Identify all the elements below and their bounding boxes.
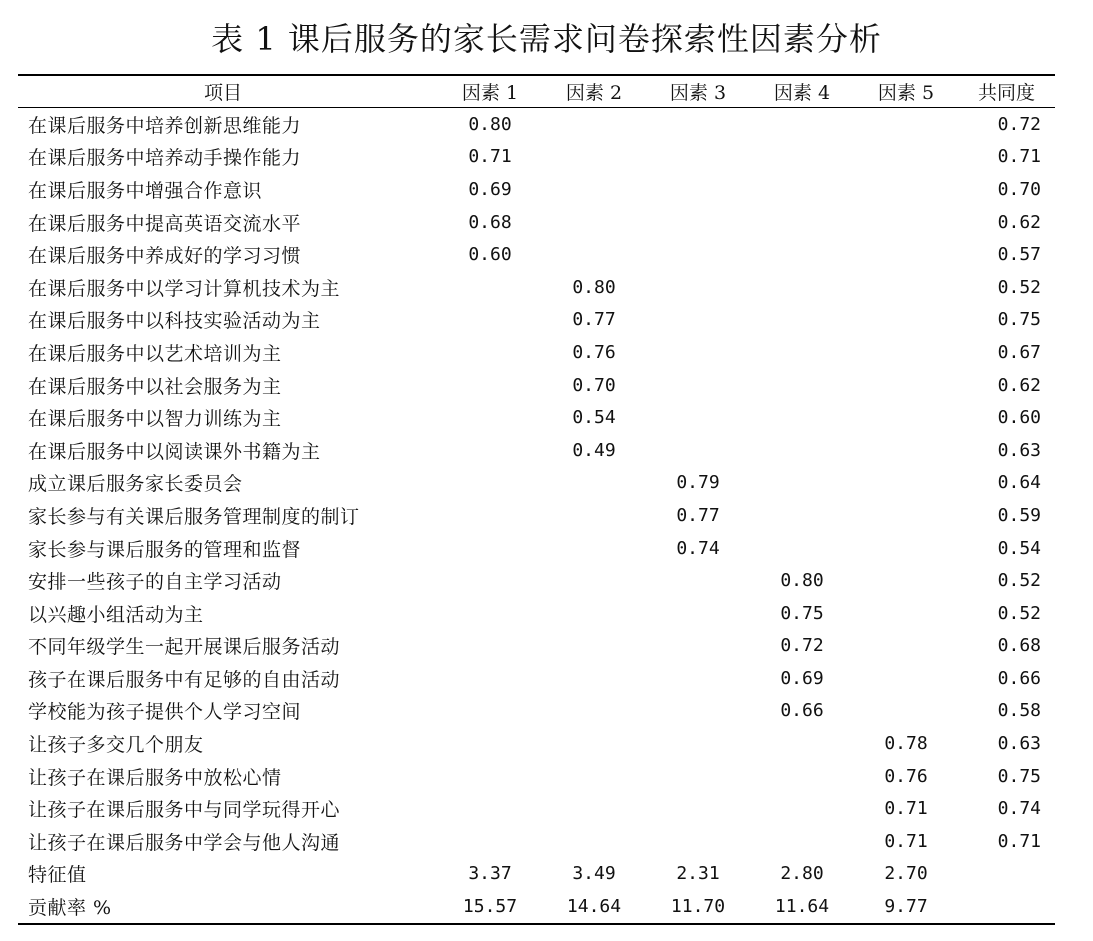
factor-2-cell: 0.77 [572,309,616,331]
factor-3-cell [646,401,750,434]
table-row [18,141,1055,174]
factor-1-cell [438,401,542,434]
factor-2-cell [542,597,646,630]
factor-5-cell [854,401,958,434]
row-label: 特征值 [28,864,87,887]
communality-cell: 0.62 [997,211,1041,233]
factor-1-cell [438,304,542,337]
communality-cell: 0.71 [997,146,1041,168]
factor-5-cell: 9.77 [884,896,928,918]
factor-5-cell: 0.71 [884,830,928,852]
factor-3-cell [646,825,750,858]
table-row [18,401,1055,434]
factor-1-cell: 0.60 [468,244,512,266]
factor-1-cell [438,792,542,825]
table-row [18,173,1055,206]
factor-1-cell: 15.57 [462,896,518,918]
factor-4-cell [750,434,854,467]
factor-1-cell: 0.69 [468,178,512,200]
communality-cell: 0.64 [997,472,1041,494]
row-label: 在课后服务中培养创新思维能力 [28,114,302,137]
row-label: 在课后服务中以社会服务为主 [28,375,282,398]
factor-4-cell: 0.80 [780,570,824,592]
factor-2-cell [542,760,646,793]
header-factor-4: 因素 4 [750,75,854,108]
factor-5-cell [854,662,958,695]
row-label: 在课后服务中以阅读课外书籍为主 [28,440,321,463]
factor-3-cell [646,173,750,206]
factor-4-cell: 0.75 [780,602,824,624]
factor-4-cell: 0.69 [780,667,824,689]
factor-4-cell [750,141,854,174]
table-row [18,369,1055,402]
factor-5-cell [854,564,958,597]
communality-cell [958,858,1055,891]
factor-3-cell: 0.77 [676,504,720,526]
communality-cell: 0.75 [997,309,1041,331]
factor-1-cell [438,336,542,369]
factor-5-cell [854,304,958,337]
factor-1-cell [438,727,542,760]
factor-3-cell [646,760,750,793]
factor-2-cell: 0.54 [572,407,616,429]
factor-2-cell: 0.76 [572,341,616,363]
factor-2-cell: 14.64 [566,896,622,918]
factor-1-cell [438,695,542,728]
table-row [18,727,1055,760]
communality-cell: 0.57 [997,244,1041,266]
factor-5-cell [854,499,958,532]
factor-5-cell [854,597,958,630]
factor-3-cell [646,238,750,271]
header-factor-2: 因素 2 [542,75,646,108]
factor-1-cell [438,825,542,858]
factor-4-cell [750,467,854,500]
table-row [18,336,1055,369]
factor-2-cell [542,695,646,728]
table-row [18,630,1055,663]
row-label: 让孩子多交几个朋友 [28,734,204,757]
factor-analysis-table [18,74,1055,925]
factor-2-cell [542,238,646,271]
factor-5-cell: 2.70 [884,863,928,885]
factor-4-cell [750,173,854,206]
communality-cell: 0.54 [997,537,1041,559]
factor-4-cell [750,206,854,239]
factor-4-cell: 2.80 [780,863,824,885]
factor-2-cell: 3.49 [572,863,616,885]
factor-3-cell [646,662,750,695]
table-row [18,825,1055,858]
header-factor-3: 因素 3 [646,75,750,108]
row-label: 以兴趣小组活动为主 [28,603,204,626]
table-row [18,467,1055,500]
factor-2-cell [542,206,646,239]
table-row [18,238,1055,271]
communality-cell: 0.74 [997,798,1041,820]
factor-1-cell [438,760,542,793]
factor-5-cell [854,369,958,402]
factor-4-cell [750,499,854,532]
row-label: 让孩子在课后服务中学会与他人沟通 [28,831,341,854]
factor-1-cell [438,662,542,695]
factor-5-cell [854,173,958,206]
factor-5-cell: 0.76 [884,765,928,787]
factor-5-cell: 0.71 [884,798,928,820]
table-row [18,760,1055,793]
table-row [18,304,1055,337]
table-row [18,108,1055,141]
row-label: 让孩子在课后服务中与同学玩得开心 [28,799,341,822]
factor-2-cell [542,727,646,760]
row-label: 让孩子在课后服务中放松心情 [28,766,282,789]
factor-2-cell [542,173,646,206]
row-label: 在课后服务中以学习计算机技术为主 [28,277,341,300]
row-label: 不同年级学生一起开展课后服务活动 [28,636,341,659]
factor-5-cell: 0.78 [884,733,928,755]
table-row [18,890,1055,924]
table-row [18,662,1055,695]
factor-3-cell: 11.70 [670,896,726,918]
factor-3-cell [646,792,750,825]
factor-1-cell [438,564,542,597]
row-label: 家长参与有关课后服务管理制度的制订 [28,505,360,528]
table-row [18,858,1055,891]
communality-cell: 0.63 [997,733,1041,755]
factor-4-cell [750,336,854,369]
factor-2-cell [542,108,646,141]
factor-2-cell: 0.80 [572,276,616,298]
factor-1-cell: 3.37 [468,863,512,885]
factor-1-cell [438,434,542,467]
factor-3-cell [646,564,750,597]
table-row [18,532,1055,565]
table-row [18,597,1055,630]
row-label: 贡献率 % [28,897,112,920]
header-item: 项目 [18,75,438,108]
factor-2-cell [542,662,646,695]
header-factor-5: 因素 5 [854,75,958,108]
factor-3-cell [646,304,750,337]
communality-cell: 0.52 [997,570,1041,592]
factor-3-cell [646,206,750,239]
factor-5-cell [854,108,958,141]
factor-5-cell [854,532,958,565]
factor-1-cell [438,467,542,500]
factor-4-cell [750,304,854,337]
factor-5-cell [854,695,958,728]
communality-cell: 0.63 [997,439,1041,461]
header-row [18,75,1055,108]
communality-cell: 0.58 [997,700,1041,722]
factor-3-cell [646,597,750,630]
factor-1-cell [438,271,542,304]
factor-3-cell [646,369,750,402]
factor-4-cell [750,271,854,304]
factor-3-cell [646,630,750,663]
row-label: 在课后服务中以艺术培训为主 [28,342,282,365]
table-row [18,271,1055,304]
factor-5-cell [854,238,958,271]
row-label: 在课后服务中以智力训练为主 [28,408,282,431]
communality-cell: 0.71 [997,830,1041,852]
factor-4-cell [750,369,854,402]
header-factor-1: 因素 1 [438,75,542,108]
table-row [18,499,1055,532]
factor-2-cell [542,467,646,500]
communality-cell: 0.70 [997,178,1041,200]
factor-4-cell [750,108,854,141]
row-label: 学校能为孩子提供个人学习空间 [28,701,302,724]
factor-3-cell [646,695,750,728]
communality-cell: 0.68 [997,635,1041,657]
factor-1-cell [438,369,542,402]
communality-cell: 0.67 [997,341,1041,363]
factor-3-cell: 0.74 [676,537,720,559]
factor-1-cell: 0.80 [468,113,512,135]
factor-4-cell [750,760,854,793]
row-label: 在课后服务中培养动手操作能力 [28,147,302,170]
row-label: 在课后服务中提高英语交流水平 [28,212,302,235]
header-communality: 共同度 [958,75,1055,108]
factor-1-cell [438,630,542,663]
factor-2-cell [542,630,646,663]
table-row [18,792,1055,825]
factor-2-cell [542,532,646,565]
row-label: 安排一些孩子的自主学习活动 [28,571,282,594]
communality-cell [958,890,1055,924]
row-label: 在课后服务中养成好的学习习惯 [28,245,302,268]
table-body [18,108,1055,924]
row-label: 在课后服务中增强合作意识 [28,179,263,202]
factor-2-cell [542,499,646,532]
factor-1-cell: 0.71 [468,146,512,168]
factor-4-cell: 0.66 [780,700,824,722]
factor-5-cell [854,630,958,663]
factor-3-cell: 0.79 [676,472,720,494]
factor-5-cell [854,206,958,239]
factor-2-cell: 0.70 [572,374,616,396]
table-row [18,434,1055,467]
factor-4-cell [750,238,854,271]
factor-2-cell [542,825,646,858]
row-label: 成立课后服务家长委员会 [28,473,243,496]
factor-4-cell: 0.72 [780,635,824,657]
factor-1-cell [438,532,542,565]
table-title: 表 1 课后服务的家长需求问卷探索性因素分析 [211,20,882,58]
factor-3-cell [646,108,750,141]
factor-5-cell [854,336,958,369]
table-row [18,564,1055,597]
factor-2-cell [542,141,646,174]
communality-cell: 0.62 [997,374,1041,396]
factor-1-cell: 0.68 [468,211,512,233]
factor-1-cell [438,499,542,532]
factor-2-cell: 0.49 [572,439,616,461]
factor-3-cell [646,434,750,467]
table-row [18,695,1055,728]
communality-cell: 0.52 [997,602,1041,624]
table-row [18,206,1055,239]
factor-5-cell [854,434,958,467]
factor-3-cell: 2.31 [676,863,720,885]
factor-3-cell [646,141,750,174]
communality-cell: 0.59 [997,504,1041,526]
factor-4-cell [750,727,854,760]
factor-1-cell [438,597,542,630]
factor-4-cell: 11.64 [774,896,830,918]
communality-cell: 0.72 [997,113,1041,135]
communality-cell: 0.60 [997,407,1041,429]
row-label: 在课后服务中以科技实验活动为主 [28,310,321,333]
factor-2-cell [542,792,646,825]
communality-cell: 0.75 [997,765,1041,787]
communality-cell: 0.52 [997,276,1041,298]
factor-2-cell [542,564,646,597]
factor-5-cell [854,271,958,304]
factor-4-cell [750,792,854,825]
factor-4-cell [750,401,854,434]
factor-4-cell [750,825,854,858]
factor-5-cell [854,467,958,500]
row-label: 家长参与课后服务的管理和监督 [28,538,302,561]
communality-cell: 0.66 [997,667,1041,689]
factor-3-cell [646,336,750,369]
factor-4-cell [750,532,854,565]
factor-3-cell [646,727,750,760]
factor-3-cell [646,271,750,304]
row-label: 孩子在课后服务中有足够的自由活动 [28,668,341,691]
factor-5-cell [854,141,958,174]
